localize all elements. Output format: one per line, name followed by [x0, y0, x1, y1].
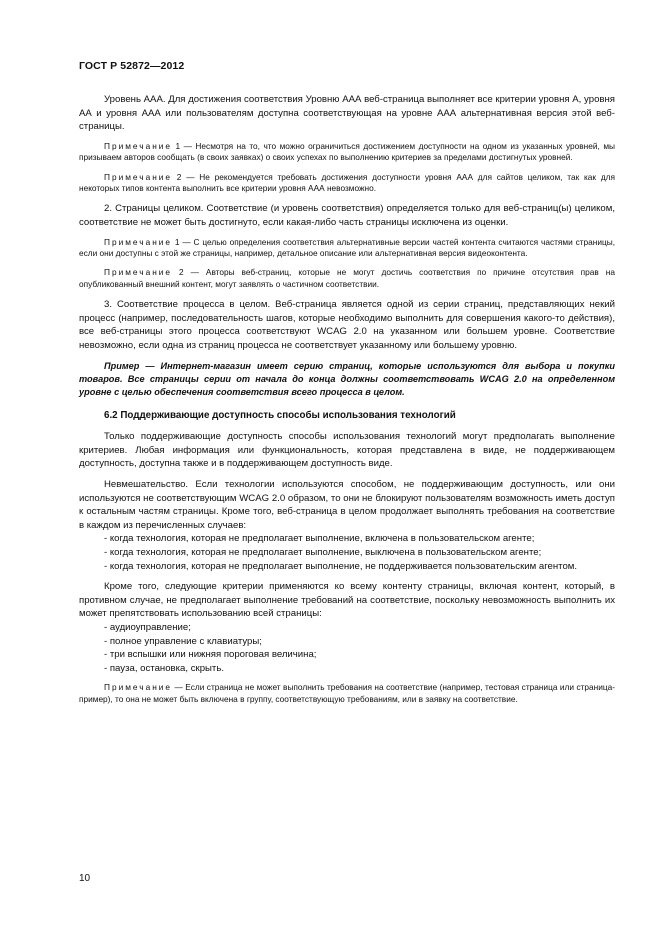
paragraph-level-aaa: Уровень ААА. Для достижения соответствия Уровню ААА веб-страница выполняет все критерии уровня А, уровня АА и уровня ААА или пользователям доступна соответствующая на уровне ААА альтернативная версия этой веб-страницы. — [79, 94, 615, 133]
example-block — [79, 360, 615, 400]
list-item: - три вспышки или нижняя пороговая величина; — [104, 649, 317, 661]
section-title: 6.2 Поддерживающие доступность способы использования технологий — [104, 410, 456, 422]
example-label: Пример — [104, 360, 140, 371]
note-text: — Если страница не может выполнить требования на соответствие (например, тестовая страница или страница-пример), то она не может быть включена в группу, соответствующую требованиям, или в заявку на соответствие. — [79, 682, 615, 704]
note-text: 1 — Несмотря на то, что можно ограничиться достижением доступности на одном из указанных уровней, мы призываем авторов сообщать (в своих заявках) о своих успехах по выполнению критериев за пределами достигнутых уровней. — [79, 140, 615, 163]
list-item: - когда технология, которая не предполагает выполнение, выключена в пользовательском агенте; — [104, 546, 542, 558]
note-label: Примечание — [104, 171, 173, 182]
note-text: 2 — Не рекомендуется требовать достижения доступности уровня ААА для сайтов целиком, так как для некоторых типов контента выполнить все критерии уровня ААА невозможно. — [79, 171, 615, 193]
note-label: Примечание — [104, 140, 173, 151]
note-3 — [79, 237, 615, 260]
note-label: Примечание — [104, 267, 173, 278]
note-5 — [79, 682, 615, 705]
note-1 — [79, 141, 615, 164]
paragraph-accessibility-supported: Только поддерживающие доступность способы использования технологий могут предполагать выполнение критериев. Любая информация или функциональность, которая представлена в виде, не поддерживающем доступность, доступна также и в поддерживающем доступность виде. — [79, 431, 615, 470]
list-item: - аудиоуправление; — [104, 621, 191, 633]
example-text: — Интернет-магазин имеет серию страниц, которые используются для выбора и покупки товаров. Все страницы серии от начала до конца должны соответствовать WCAG 2.0 на определенном уровне с целью обеспечения соответствия всего процесса в целом. — [79, 360, 615, 397]
list-item: - полное управление с клавиатуры; — [104, 635, 262, 647]
note-text: 1 — С целью определения соответствия альтернативные версии частей контента считаются частями страницы, если они доступны с этой же страницы, например, детальное описание или альтернативная версия видеоконтента. — [79, 236, 615, 258]
list-item: - пауза, остановка, скрыть. — [104, 662, 224, 674]
paragraph-full-pages: 2. Страницы целиком. Соответствие (и уровень соответствия) определяется только для веб-страниц(ы) целиком, соответствие не может быть достигнуто, если какая-либо часть страницы исключена из оценки. — [79, 203, 615, 228]
list-item: - когда технология, которая не предполагает выполнение, не поддерживается пользовательским агентом. — [104, 560, 578, 572]
note-4 — [79, 267, 615, 290]
paragraph-non-interference: Невмешательство. Если технологии используются способом, не поддерживающим доступность, или они используются не соответствующим WCAG 2.0 образом, то они не блокируют пользователям возможность иметь доступ к остальным частям страницы. Кроме того, веб-страница в целом продолжает выполнять требования на соответствие в каждом из перечисленных случаев: — [79, 478, 615, 531]
list-item: - когда технология, которая не предполагает выполнение, включена в пользовательском агенте; — [104, 533, 535, 545]
note-label: Примечание — [104, 682, 173, 693]
paragraph-complete-process: 3. Соответствие процесса в целом. Веб-страница является одной из серии страниц, представляющих некий процесс (например, последовательность шагов, которые необходимо выполнить для совершения какого-то действия), все веб-страницы этого процесса соответствуют WCAG 2.0 на указанном или большем уровне. Соответствие невозможно, если одна из страниц процесса не соответствует указанному или большему уровню. — [79, 299, 615, 351]
note-label: Примечание — [104, 236, 173, 247]
note-text: 2 — Авторы веб-страниц, которые не могут достичь соответствия по причине отсутствия прав на опубликованный внешний контент, могут заявлять о частичном соответствии. — [79, 267, 615, 289]
paragraph-criteria-apply: Кроме того, следующие критерии применяются ко всему контенту страницы, включая контент, который, в противном случае, не предполагает выполнение требований на соответствие, поскольку невозможность выполнить их может препятствовать использованию всей страницы: — [79, 581, 615, 620]
note-2 — [79, 172, 615, 195]
running-header: ГОСТ Р 52872—2012 — [79, 60, 185, 72]
page-number: 10 — [79, 873, 91, 884]
page-body — [79, 93, 615, 713]
